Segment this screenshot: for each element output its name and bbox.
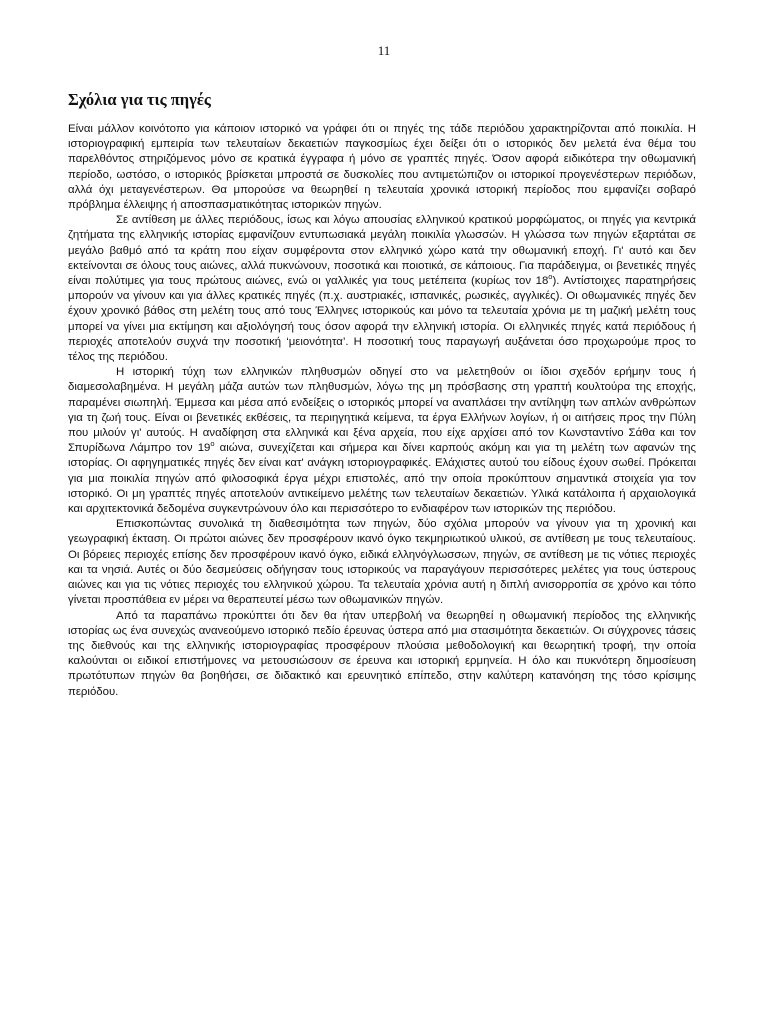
paragraph bbox=[68, 517, 696, 608]
body-text bbox=[68, 122, 696, 700]
paragraph-text: Η ιστορική τύχη των ελληνικών πληθυσμών οδηγεί στο να μελετηθούν οι ίδιοι σχεδόν ερήμην τους ή διαμεσολαβημένα. Η μεγάλη μάζα αυτών των πληθυσμών, λόγω της μη πρόσβασης στη γραπτή κουλτούρα της εποχής, παραμένει σιωπηλή. Έμμεσα και μέσα από ενδείξεις ο ιστορικός μπορεί να αναπλάσει την αντίληψη των απλών ανθρώπων για τη ζωή τους. Είναι οι βενετικές εκθέσεις, τα περιηγητικά κείμενα, τα έργα Ελλήνων λογίων, ή οι αιτήσεις προς την Πύλη που μιλούν γι' αυτούς. Η αναδίφηση στα ελληνικά και ξένα αρχεία, που είχε αρχίσει από τον Κωνσταντίνο Σάθα και τον Σπυρίδωνα Λάμπρο τον 19 bbox=[68, 366, 696, 455]
ordinal-superscript: ο bbox=[548, 272, 553, 282]
section-title: Σχόλια για τις πηγές bbox=[68, 90, 211, 109]
paragraph-text: ). Αντίστοιχες παρατηρήσεις μπορούν να γίνουν και για άλλες κρατικές πηγές (π.χ. αυστριακές, ισπανικές, ρωσικές, αγγλικές). Οι οθωμανικές πηγές δεν έχουν χρονικό βάθος στη μελέτη τους από τους Έλληνες ιστορικούς και μόνο τα τελευταία χρόνια με τη μαζική μελέτη τους μπορεί να γίνει μια εκτίμηση και αξιολόγησή τους όσον αφορά την ελληνική ιστορία. Οι ελληνικές πηγές κατά περιόδους ή περιοχές αποτελούν συχνά την ποσοτική ‘μειονότητα’. Η ποσοτική τους παραγωγή αυξάνεται όσο προχωρούμε προς το τέλος της περιόδου. bbox=[68, 275, 696, 364]
paragraph-text: αιώνα, συνεχίζεται και σήμερα και δίνει καρπούς ακόμη και για τη μελέτη των αφανών της ιστορίας. Οι αφηγηματικές πηγές δεν είναι κατ' ανάγκη ιστοριογραφικές. Ελάχιστες αυτού του είδους έχουν σωθεί. Πρόκειται για μια ποικιλία πηγών από φιλοσοφικά έργα μέχρι επιστολές, από την οποία προκύπτουν σημαντικά στοιχεία για τον ιστορικό. Οι μη γραπτές πηγές αποτελούν αντικείμενο μελέτης των τελευταίων δεκαετιών. Υλικά κατάλοιπα ή αρχαιολογικά και αρχιτεκτονικά δεδομένα συγκεντρώνουν όλο και περισσότερο το ενδιαφέρον των ιστορικών της περιόδου. bbox=[68, 442, 696, 516]
paragraph bbox=[68, 213, 696, 365]
page-number: 11 bbox=[377, 43, 391, 58]
paragraph bbox=[68, 609, 696, 700]
paragraph-text: Επισκοπώντας συνολικά τη διαθεσιμότητα των πηγών, δύο σχόλια μπορούν να γίνουν για τη χρονική και γεωγραφική έκταση. Οι πρώτοι αιώνες δεν προσφέρουν ικανό όγκο τεκμηριωτικού υλικού, σε αντίθεση με τους τελευταίους. Οι βόρειες περιοχές επίσης δεν προσφέρουν ικανό όγκο, ειδικά ελληνόγλωσσων, πηγών, σε αντίθεση με τις νότιες περιοχές και τα νησιά. Αυτές οι δύο δεσμεύσεις οδήγησαν τους ιστορικούς να παραγάγουν περισσότερες μελέτες για τους ύστερους αιώνες και για τις νότιες περιοχές του ελληνικού χώρου. Τα τελευταία χρόνια αυτή η διπλή ανισορροπία σε χρόνο και τόπο γίνεται προσπάθεια εν μέρει να θεραπευτεί μέσω των οθωμανικών πηγών. bbox=[68, 518, 696, 607]
paragraph bbox=[68, 365, 696, 517]
paragraph-text: Είναι μάλλον κοινότοπο για κάποιον ιστορικό να γράφει ότι οι πηγές της τάδε περιόδου χαρακτηρίζονται από ποικιλία. Η ιστοριογραφική εμπειρία των τελευταίων δεκαετιών παγκοσμίως έχει δείξει ότι ο ιστορικός δεν μελετά ένα θέμα του παρελθόντος στηριζόμενος μόνο σε κρατικά έγγραφα ή μόνο σε γραπτές πηγές. Όσον αφορά ειδικότερα την οθωμανική περίοδο, ωστόσο, ο ιστορικός βρίσκεται μπροστά σε δυσκολίες που αντιμετώπιζον οι ιστορικοί προγενέστερων περιόδων, αλλά όχι μεταγενέστερων. Θα μπορούσε να θεωρηθεί η τελευταία χρονικά ιστορική περίοδος που εμφανίζει σοβαρό πρόβλημα έλλειψης ή αποσπασματικότητας ιστορικών πηγών. bbox=[68, 123, 696, 212]
ordinal-superscript: ο bbox=[210, 439, 215, 449]
paragraph bbox=[68, 122, 696, 213]
paragraph-text: Σε αντίθεση με άλλες περιόδους, ίσως και λόγω απουσίας ελληνικού κρατικού μορφώματος, οι πηγές για κεντρικά ζητήματα της ελληνικής ιστορίας εμφανίζουν εντυπωσιακά μεγάλη ποικιλία γλωσσών. Η γλώσσα των πηγών εξαρτάται σε μεγάλο βαθμό από τα κράτη που είχαν συμφέροντα στον ελληνικό χώρο κατά την οθωμανική εποχή. Γι' αυτό και δεν εκτείνονται σε όλους τους αιώνες, αλλά πυκνώνουν, ποσοτικά και ποιοτικά, σε κάποιους. Για παράδειγμα, οι βενετικές πηγές είναι πολύτιμες για τους πρώτους αιώνες, ενώ οι γαλλικές για τους μετέπειτα (κυρίως τον 18 bbox=[68, 214, 696, 288]
paragraph-text: Από τα παραπάνω προκύπτει ότι δεν θα ήταν υπερβολή να θεωρηθεί η οθωμανική περίοδος της ελληνικής ιστορίας ως ένα συνεχώς ανανεούμενο ιστορικό πεδίο έρευνας ύστερα από μια στασιμότητα δεκαετιών. Οι σύγχρονες τάσεις της διεθνούς και της ελληνικής ιστοριογραφίας προσφέρουν πλούσια μεθοδολογική και θεωρητική τροφή, την οποία καλούνται οι ειδικοί επιστήμονες να μετουσιώσουν σε έρευνα και ιστορική ερμηνεία. Η όλο και πυκνότερη δημοσίευση πρωτότυπων πηγών θα βοηθήσει, σε διδακτικό και ερευνητικό επίπεδο, στην καλύτερη κατανόηση της τόσο κρίσιμης περιόδου. bbox=[68, 609, 696, 698]
